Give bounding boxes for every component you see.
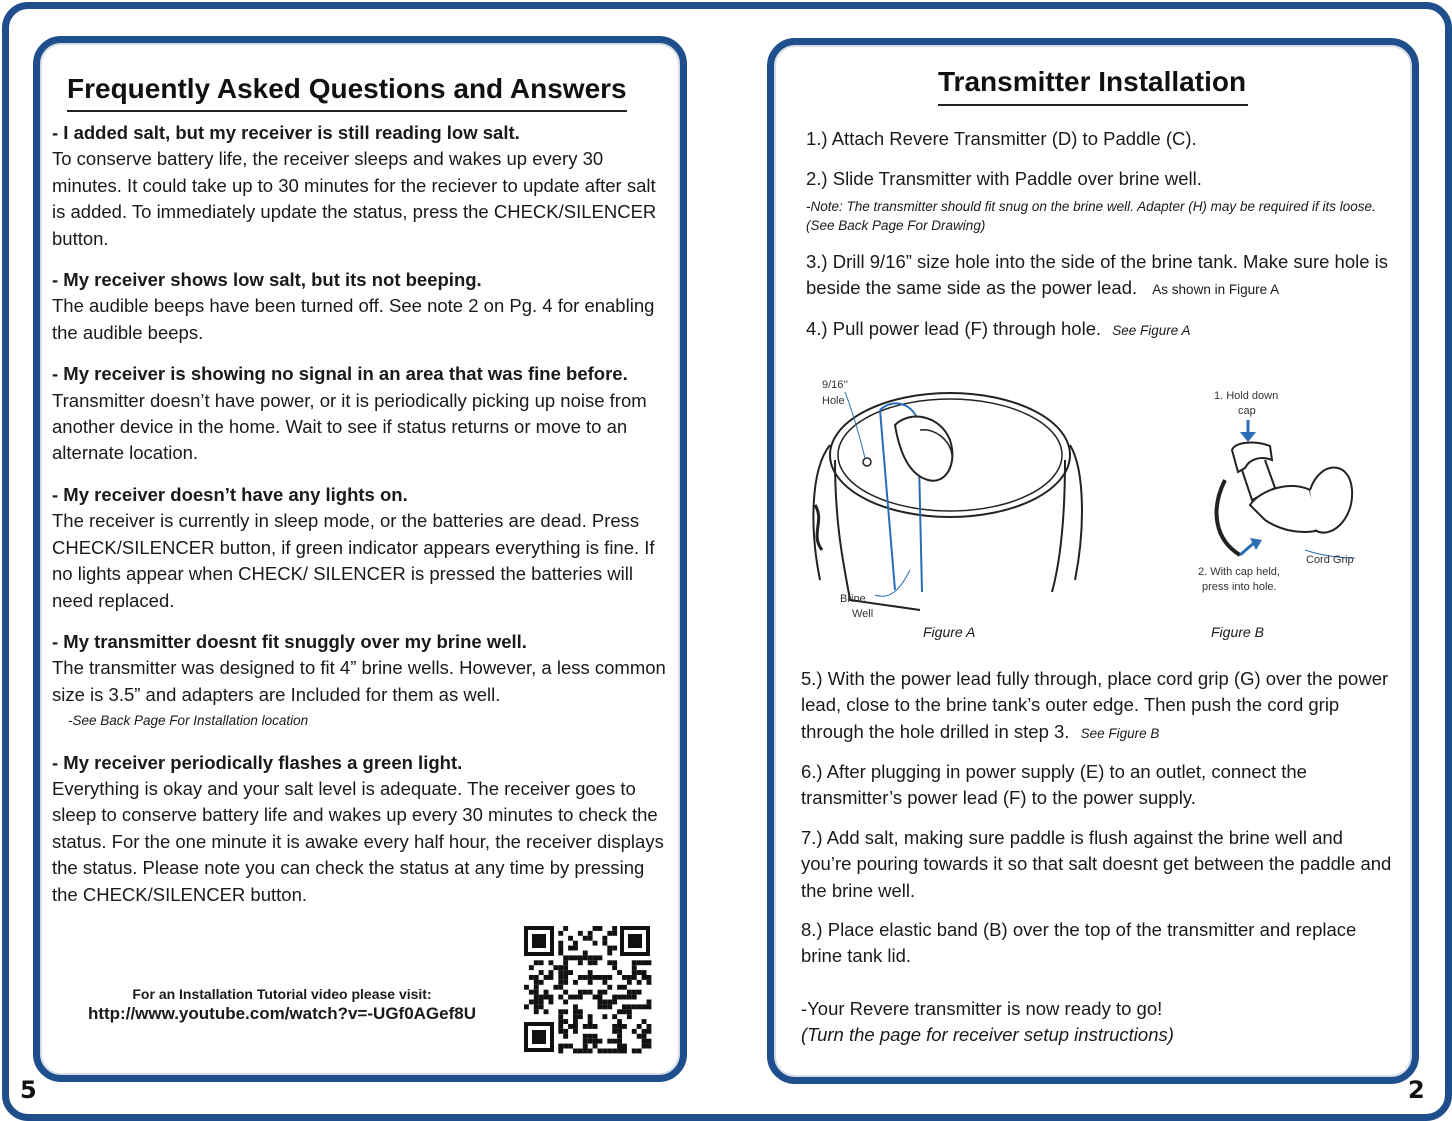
figure-a-caption: Figure A (923, 624, 976, 640)
tutorial-footer (60, 986, 504, 1024)
step-5 (801, 666, 1396, 747)
figure-b-grip-label: Cord Grip (1306, 554, 1354, 566)
faq-question: - My receiver shows low salt, but its not beeping. (52, 269, 482, 291)
step-5-ref: See Figure B (1080, 725, 1160, 741)
faq-subnote: -See Back Page For Installation location (68, 713, 309, 729)
step-1: 1.) Attach Revere Transmitter (D) to Paddle (C). (806, 128, 1197, 149)
faq-item (52, 629, 672, 735)
faq-question: - My transmitter doesnt fit snuggly over my brine well. (52, 630, 527, 652)
faq-answer: The receiver is currently in sleep mode, or the batteries are dead. Press CHECK/SILENCER button, if green indicator appears everything is fine. If no lights appear when CHECK/ SILENCER is pressed the batteries will need replaced. (52, 510, 655, 611)
ready-message: -Your Revere transmitter is now ready to go! (801, 998, 1163, 1019)
step-8: 8.) Place elastic band (B) over the top of the transmitter and replace brine tank lid. (801, 919, 1357, 967)
turn-page-note: (Turn the page for receiver setup instructions) (801, 1024, 1174, 1045)
step-2-note: -Note: The transmitter should fit snug on the brine well. Adapter (H) may be required if its loose. (See Back Page For Drawing) (806, 199, 1376, 233)
faq-answer: To conserve battery life, the receiver sleeps and wakes up every 30 minutes. It could take up to 30 minutes for the reciever to update after salt is added. To immediately update the status, press the CHECK/SILENCER button. (52, 148, 657, 249)
faq-question: - My receiver doesn’t have any lights on. (52, 483, 408, 505)
figure-a-drawing (800, 370, 1090, 630)
figure-a-brine-label: Well (852, 608, 874, 620)
step-6: 6.) After plugging in power supply (E) to an outlet, connect the transmitter’s power lead (F) to the power supply. (801, 761, 1307, 809)
step-3 (806, 249, 1396, 304)
figure-b-drawing (1180, 380, 1390, 600)
faq-answer: The audible beeps have been turned off. See note 2 on Pg. 4 for enabling the audible beeps. (52, 295, 655, 343)
faq-item (52, 267, 672, 346)
figure-b-hold-label: cap (1238, 405, 1256, 417)
figure-a-brine-label: Brine (840, 593, 866, 605)
figure-b-press-label: 2. With cap held, (1198, 566, 1280, 578)
page-number-right: 2 (1408, 1076, 1425, 1104)
faq-answer: Transmitter doesn’t have power, or it is periodically picking up noise from another device in the home. Wait to see if status returns or move to an alternate location. (52, 389, 647, 464)
step-4-text: 4.) Pull power lead (F) through hole. (806, 318, 1102, 339)
step-5-text: 5.) With the power lead fully through, place cord grip (G) over the power lead, close to the brine tank’s outer edge. Then push the cord grip through the hole drilled in step 3. (801, 668, 1389, 742)
faq-question: - My receiver is showing no signal in an area that was fine before. (52, 363, 628, 385)
faq-question: - My receiver periodically flashes a green light. (52, 751, 463, 773)
page-number-left: 5 (20, 1076, 37, 1104)
install-title-underline (938, 104, 1248, 106)
tutorial-text: For an Installation Tutorial video please visit: (132, 986, 432, 1002)
step-7: 7.) Add salt, making sure paddle is flush against the brine well and you’re pouring towards it so that salt doesnt get between the paddle and the brine well. (801, 827, 1392, 901)
faq-list (52, 120, 672, 908)
faq-title: Frequently Asked Questions and Answers (67, 73, 627, 104)
figure-b-caption: Figure B (1211, 624, 1264, 640)
faq-title-underline (67, 110, 627, 112)
step-4-ref: See Figure A (1112, 323, 1191, 338)
faq-item (52, 120, 672, 252)
figure-b-hold-label: 1. Hold down (1214, 390, 1279, 402)
figure-a-hole-label: 9/16’’ (822, 379, 849, 391)
faq-item (52, 750, 672, 908)
faq-question: - I added salt, but my receiver is still reading low salt. (52, 122, 520, 143)
faq-item (52, 361, 672, 467)
faq-answer: Everything is okay and your salt level is adequate. The receiver goes to sleep to conserve battery life and wakes up every 30 minutes to check the status. For the one minute it is awake every half hour, the receiver displays the status. Please note you can check the status at any time by pressing the CHECK/SILENCER button. (52, 777, 664, 905)
faq-item (52, 482, 672, 614)
qr-code[interactable] (522, 924, 652, 1054)
step-3-text: 3.) Drill 9/16” size hole into the side of the brine tank. Make sure hole is beside the same side as the power lead. (806, 251, 1389, 299)
install-title: Transmitter Installation (938, 66, 1247, 97)
tutorial-link[interactable]: http://www.youtube.com/watch?v=-UGf0AGef8U (87, 1004, 477, 1023)
step-4 (806, 316, 1406, 344)
step-3-ref: As shown in Figure A (1152, 282, 1280, 298)
faq-answer: The transmitter was designed to fit 4” brine wells. However, a less common size is 3.5” and adapters are Included for them as well. (52, 657, 666, 705)
figure-a-hole-label: Hole (822, 395, 845, 407)
step-2: 2.) Slide Transmitter with Paddle over brine well. (806, 168, 1202, 189)
figure-b-press-label: press into hole. (1202, 581, 1277, 593)
